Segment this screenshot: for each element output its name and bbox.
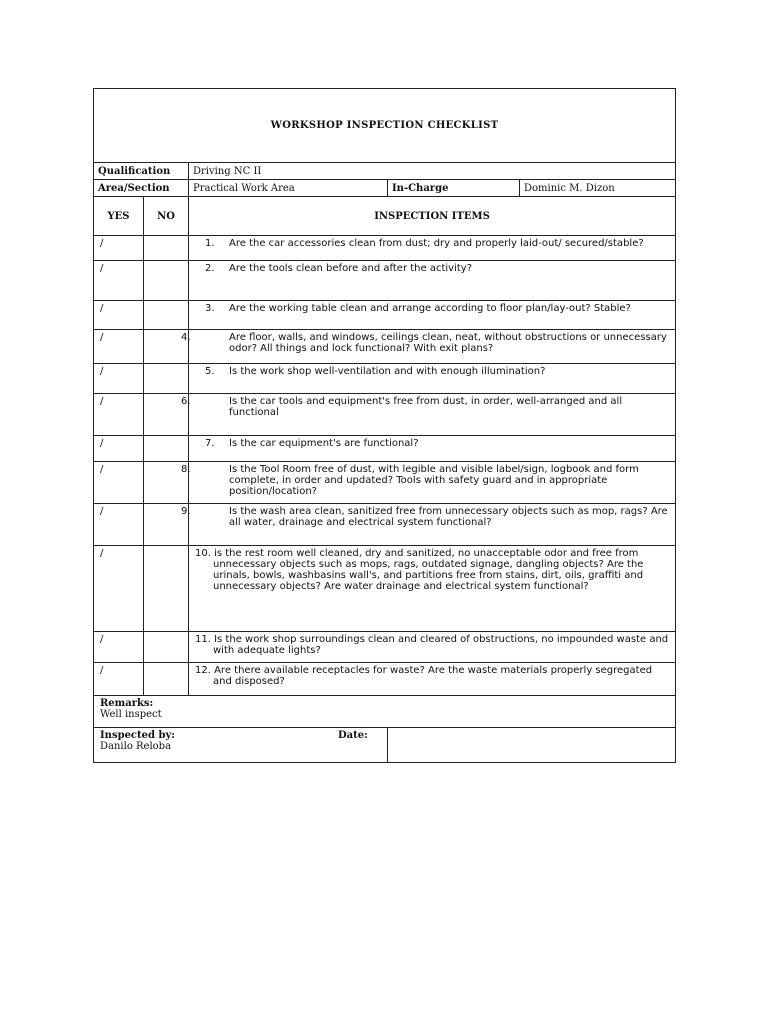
no-cell — [144, 236, 189, 261]
inspection-item: 12. Are there available receptacles for waste? Are the waste materials properly segregated and disposed? — [189, 663, 676, 696]
yes-check-mark: / — [94, 462, 144, 504]
inspection-item: 9. Is the wash area clean, sanitized free from unnecessary objects such as mop, rags? Are all water, drainage and electrical system functional? — [189, 504, 676, 546]
no-cell — [144, 301, 189, 330]
table-row — [94, 236, 676, 261]
qualification-label: Qualification — [94, 163, 189, 180]
yes-check-mark: / — [94, 663, 144, 696]
no-cell — [144, 546, 189, 632]
yes-check-mark: / — [94, 394, 144, 436]
inspection-item: 5. Is the work shop well-ventilation and with enough illumination? — [189, 364, 676, 394]
yes-check-mark: / — [94, 364, 144, 394]
yes-check-mark: / — [94, 632, 144, 663]
no-column-header: NO — [144, 197, 189, 236]
qualification-value: Driving NC II — [189, 163, 676, 180]
table-row — [94, 462, 676, 504]
area-label: Area/Section — [94, 180, 189, 197]
inspection-item: 10. is the rest room well cleaned, dry and sanitized, no unacceptable odor and free from unnecessary objects such as mops, rags, outdated signage, dangling objects? Are the urinals, bowls, washbasins wall's, and partitions free from stains, dirt, oils, graffiti and unnecessary objects? Are water drainage and electrical system functional? — [189, 546, 676, 632]
remarks-value: Well inspect — [100, 709, 162, 720]
table-row — [94, 546, 676, 632]
yes-check-mark: / — [94, 236, 144, 261]
inspection-item: 11. Is the work shop surroundings clean and cleared of obstructions, no impounded waste and with adequate lights? — [189, 632, 676, 663]
table-row — [94, 330, 676, 364]
incharge-label: In-Charge — [388, 180, 520, 197]
yes-check-mark: / — [94, 436, 144, 462]
inspection-checklist-table — [93, 88, 676, 763]
table-row — [94, 504, 676, 546]
table-row — [94, 632, 676, 663]
table-row — [94, 663, 676, 696]
yes-check-mark: / — [94, 301, 144, 330]
date-section — [338, 728, 676, 763]
inspected-by-value: Danilo Reloba — [100, 741, 172, 752]
remarks-section — [94, 696, 676, 728]
table-row — [94, 261, 676, 301]
table-row — [94, 301, 676, 330]
yes-check-mark: / — [94, 504, 144, 546]
inspection-item: 8. Is the Tool Room free of dust, with legible and visible label/sign, logbook and form complete, in order and updated? Tools with safety guard and in appropriate position/location? — [189, 462, 676, 504]
inspection-item: 2. Are the tools clean before and after the activity? — [189, 261, 676, 301]
no-cell — [144, 261, 189, 301]
items-column-header: INSPECTION ITEMS — [189, 197, 676, 236]
no-cell — [144, 364, 189, 394]
inspection-item: 3. Are the working table clean and arrange according to floor plan/lay-out? Stable? — [189, 301, 676, 330]
no-cell — [144, 632, 189, 663]
page-title: WORKSHOP INSPECTION CHECKLIST — [94, 89, 676, 163]
table-row — [94, 364, 676, 394]
no-cell — [144, 663, 189, 696]
area-value: Practical Work Area — [189, 180, 388, 197]
inspected-by-label: Inspected by: — [100, 730, 175, 741]
date-label: Date: — [338, 730, 368, 741]
yes-check-mark: / — [94, 261, 144, 301]
inspection-item: 4. Are floor, walls, and windows, ceilings clean, neat, without obstructions or unnecessary odor? All things and lock functional? With exit plans? — [189, 330, 676, 364]
inspection-item: 1. Are the car accessories clean from dust; dry and properly laid-out/ secured/stable? — [189, 236, 676, 261]
table-row — [94, 436, 676, 462]
no-cell — [144, 436, 189, 462]
yes-column-header: YES — [94, 197, 144, 236]
table-row — [94, 394, 676, 436]
inspection-item: 7. Is the car equipment's are functional? — [189, 436, 676, 462]
yes-check-mark: / — [94, 330, 144, 364]
remarks-label: Remarks: — [100, 698, 154, 709]
incharge-value: Dominic M. Dizon — [520, 180, 676, 197]
inspection-item: 6. Is the car tools and equipment's free from dust, in order, well-arranged and all functional — [189, 394, 676, 436]
yes-check-mark: / — [94, 546, 144, 632]
